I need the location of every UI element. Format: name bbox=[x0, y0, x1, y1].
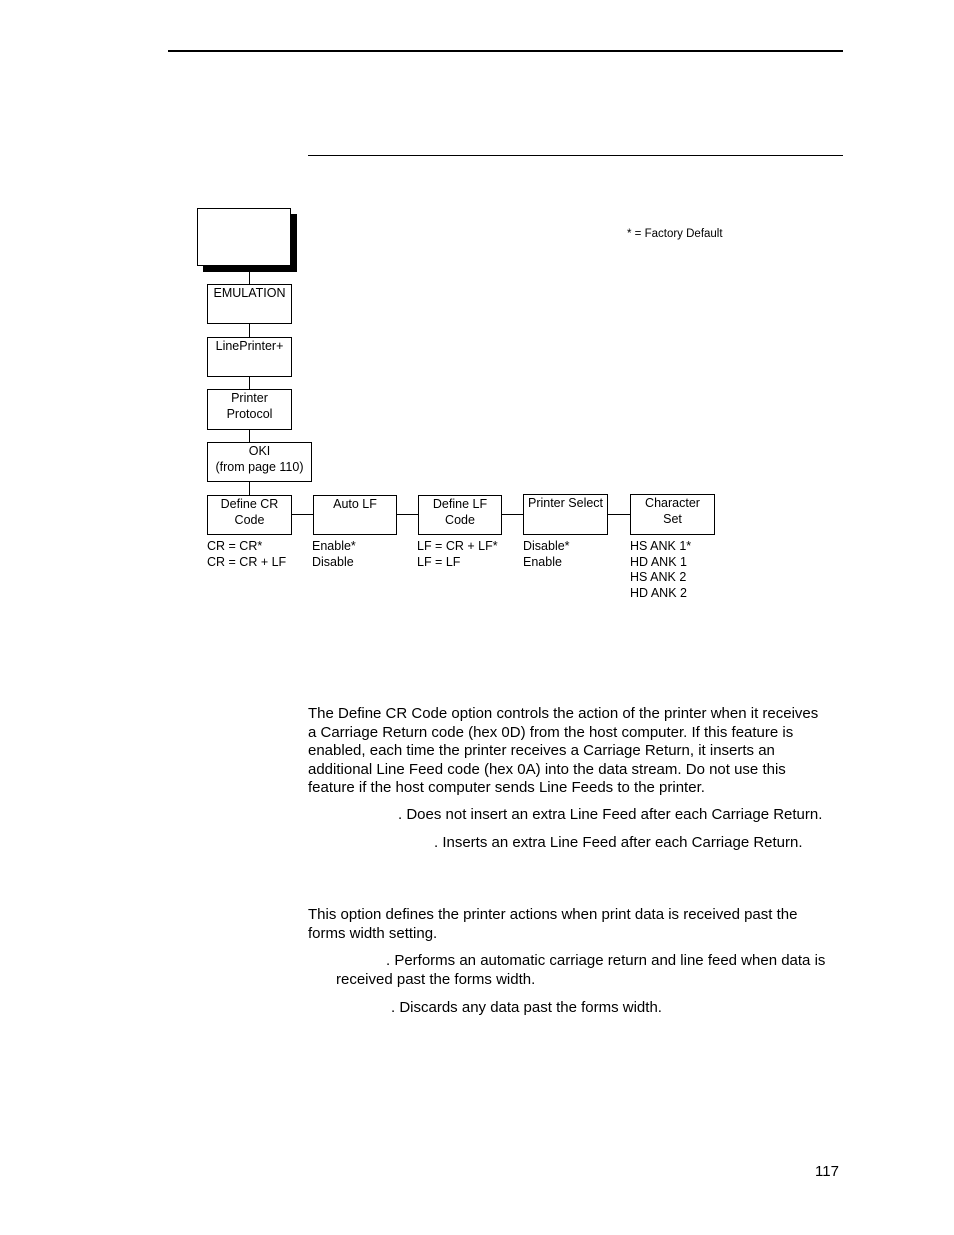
factory-default-legend: * = Factory Default bbox=[627, 228, 723, 240]
text-line: forms width setting. bbox=[308, 924, 438, 942]
text-line: a Carriage Return code (hex 0D) from the host computer. If this feature is bbox=[308, 723, 794, 741]
page-number: 117 bbox=[815, 1163, 839, 1180]
option-value: HD ANK 2 bbox=[630, 585, 687, 600]
text-line: . Performs an automatic carriage return and line feed when data is bbox=[386, 952, 826, 969]
box-label: LinePrinter+ bbox=[215, 339, 284, 353]
menu-emulation bbox=[207, 284, 292, 324]
define-cr-option-2: . Inserts an extra Line Feed after each Carriage Return. bbox=[434, 834, 803, 851]
text-line: The Define CR Code option controls the action of the printer when it receives bbox=[308, 705, 819, 722]
text-line: feature if the host computer sends Line Feeds to the printer. bbox=[308, 779, 705, 797]
options-auto-lf bbox=[312, 539, 356, 570]
submenu-printer-select bbox=[523, 494, 608, 535]
option-value: CR = CR + LF bbox=[207, 554, 287, 569]
text-line: This option defines the printer actions when print data is received past the bbox=[308, 906, 798, 923]
connector bbox=[249, 376, 250, 389]
option-value: HS ANK 2 bbox=[630, 570, 687, 584]
box-label: Auto LF bbox=[333, 497, 377, 511]
submenu-auto-lf bbox=[313, 495, 397, 535]
connector bbox=[249, 323, 250, 337]
auto-lf-paragraph bbox=[308, 906, 797, 943]
box-label: Character bbox=[645, 496, 700, 510]
text-line: enabled, each time the printer receives a Carriage Return, it inserts an bbox=[308, 742, 775, 760]
connector bbox=[249, 429, 250, 442]
connector bbox=[501, 514, 523, 515]
option-value: HS ANK 1* bbox=[630, 539, 692, 553]
submenu-define-cr-code bbox=[207, 495, 292, 535]
text-line: received past the forms width. bbox=[336, 970, 536, 988]
box-label: Code bbox=[234, 512, 265, 527]
options-define-cr-code bbox=[207, 539, 286, 570]
define-cr-paragraph bbox=[308, 705, 818, 798]
section-rule bbox=[308, 155, 843, 156]
box-label: Define LF bbox=[432, 497, 488, 511]
connector bbox=[249, 481, 250, 495]
option-value: Disable* bbox=[523, 539, 570, 553]
box-label: Printer bbox=[231, 391, 268, 405]
connector bbox=[249, 271, 250, 284]
define-cr-option-1: . Does not insert an extra Line Feed after each Carriage Return. bbox=[398, 806, 823, 823]
option-value: CR = CR* bbox=[207, 539, 263, 553]
box-label: OKI bbox=[248, 444, 271, 458]
menu-lineprinter-plus bbox=[207, 337, 292, 377]
box-label: (from page 110) bbox=[215, 459, 304, 474]
connector bbox=[607, 514, 630, 515]
option-value: Enable bbox=[523, 554, 562, 569]
menu-oki bbox=[207, 442, 312, 482]
menu-root-box bbox=[197, 208, 291, 266]
box-label: Set bbox=[663, 511, 682, 526]
submenu-character-set bbox=[630, 494, 715, 535]
auto-lf-option-2: . Discards any data past the forms width. bbox=[391, 999, 662, 1016]
option-value: LF = CR + LF* bbox=[417, 539, 498, 553]
options-character-set bbox=[630, 539, 691, 601]
auto-lf-option-1 bbox=[336, 952, 825, 989]
option-value: HD ANK 1 bbox=[630, 554, 687, 569]
text-line: additional Line Feed code (hex 0A) into the data stream. Do not use this bbox=[308, 760, 786, 778]
option-value: Enable* bbox=[312, 539, 356, 553]
top-rule bbox=[168, 50, 843, 52]
box-label: Define CR bbox=[220, 497, 279, 511]
box-label: Protocol bbox=[226, 406, 273, 421]
menu-printer-protocol bbox=[207, 389, 292, 430]
connector bbox=[291, 514, 313, 515]
option-value: LF = LF bbox=[417, 554, 461, 569]
options-printer-select bbox=[523, 539, 570, 570]
submenu-define-lf-code bbox=[418, 495, 502, 535]
box-label: EMULATION bbox=[213, 286, 286, 300]
option-value: Disable bbox=[312, 554, 354, 569]
box-label: Printer Select bbox=[527, 496, 604, 510]
options-define-lf-code bbox=[417, 539, 498, 570]
connector bbox=[396, 514, 418, 515]
box-label: Code bbox=[445, 512, 475, 527]
